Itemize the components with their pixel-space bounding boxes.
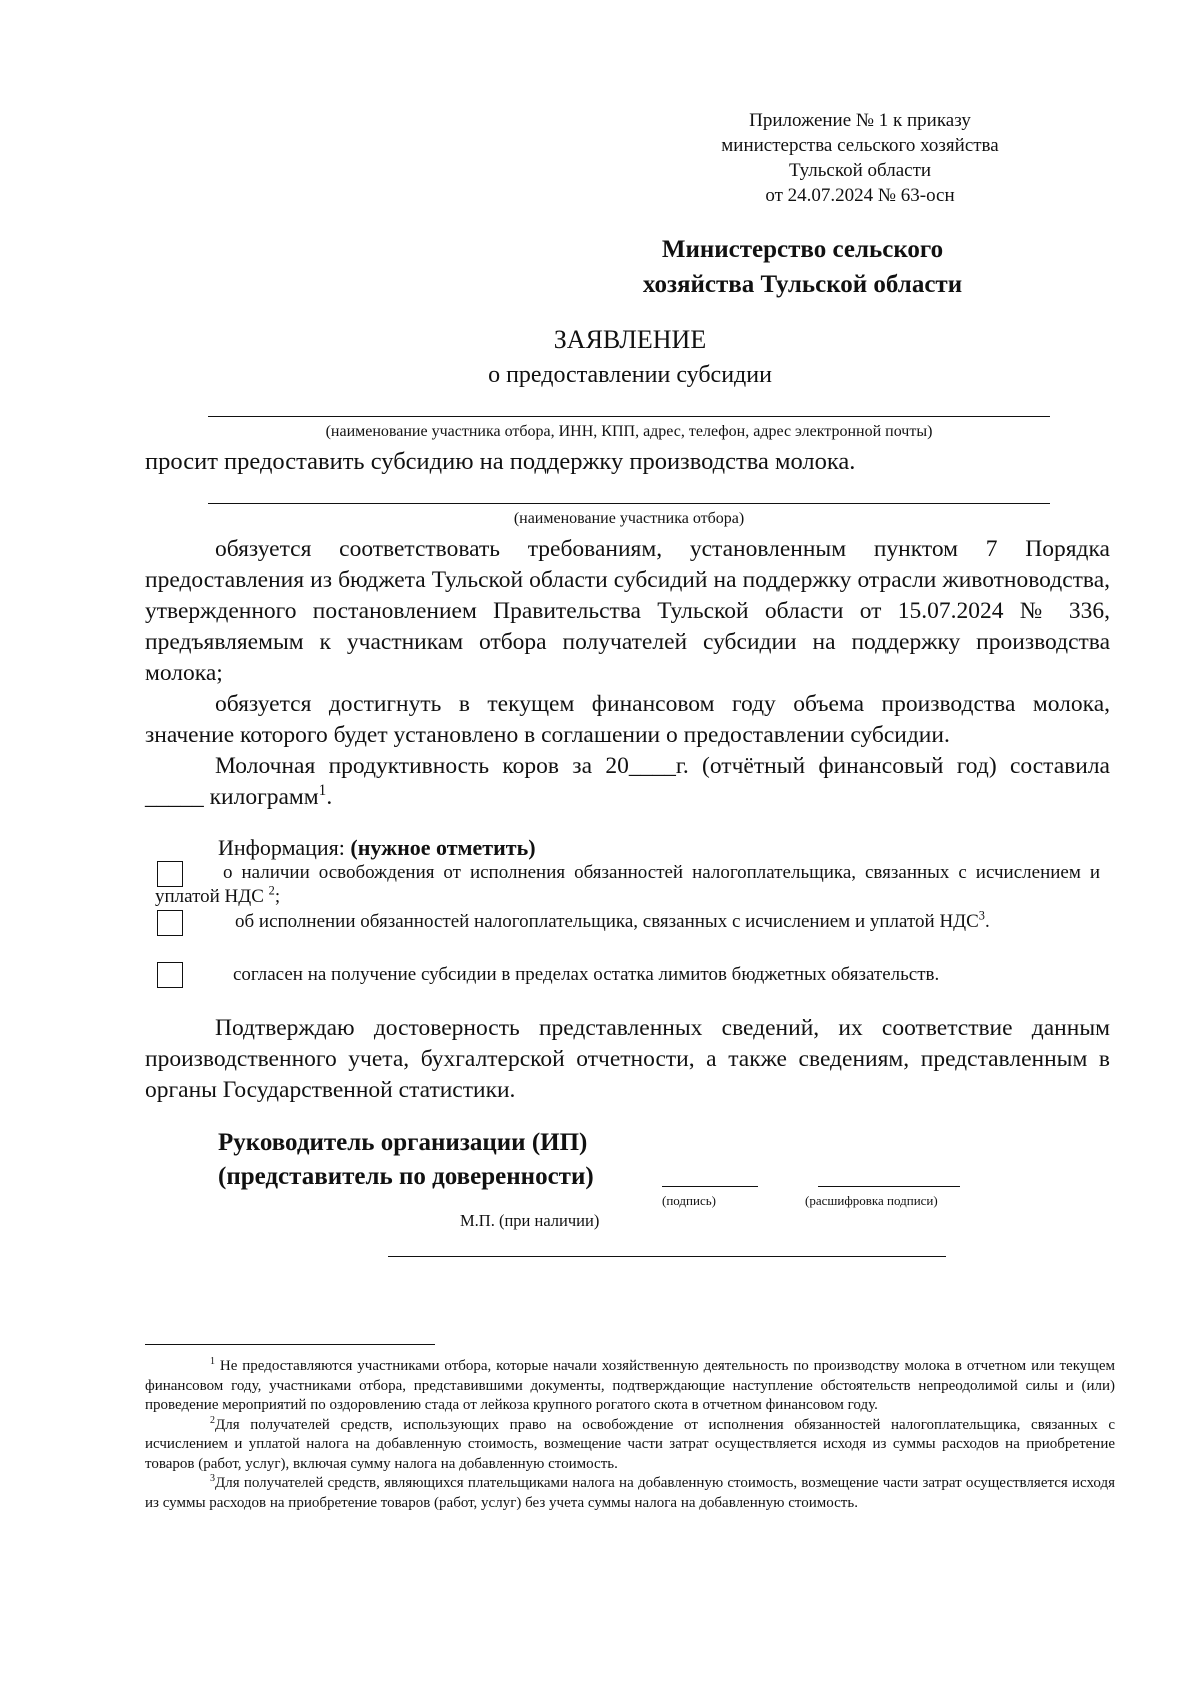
checkbox-budget-limits-label [233, 963, 1103, 987]
footnote-ref-3: 3 [978, 908, 985, 923]
applicant-caption: (наименование участника отбора, ИНН, КПП, адрес, телефон, адрес электронной почты) [325, 423, 933, 440]
signature-decode-caption: (расшифровка подписи) [805, 1193, 938, 1208]
footnote-separator [145, 1344, 435, 1345]
checkbox-vat-exemption-label [155, 861, 1100, 909]
footnote-2-marker: 2 [210, 1414, 215, 1426]
checkbox-3-text: согласен на получение субсидии в пределах остатка лимитов бюджетных обязательств. [233, 964, 940, 985]
productivity-text: Молочная продуктивность коров за 20____г. (отчётный финансовый год) составила _____ килограмм [145, 753, 1110, 810]
document-title: ЗАЯВЛЕНИЕ [553, 325, 707, 354]
signature-fill-line[interactable] [662, 1186, 758, 1187]
footnotes [145, 1357, 1115, 1513]
footnote-3-text: Для получателей средств, являющихся плательщиками налога на добавленную стоимость, возмещение части затрат осуществляется исходя из суммы расходов на приобретение товаров (работ, услуг) без учета суммы налога на добавленную стоимость. [145, 1475, 1115, 1511]
footnote-2 [145, 1416, 1115, 1475]
checkbox-1-text: о наличии освобождения от исполнения обязанностей налогоплательщика, связанных с исчислением и уплатой НДС [155, 862, 1100, 907]
annex-line-3: Тульской области [788, 160, 932, 181]
info-label-text: Информация: [218, 835, 351, 860]
request-text: просит предоставить субсидию на поддержку производства молока. [145, 448, 856, 475]
signature-decode-fill-line[interactable] [818, 1186, 960, 1187]
footnote-ref-1: 1 [318, 782, 327, 800]
annex-line-2: министерства сельского хозяйства [721, 135, 999, 156]
participant-caption: (наименование участника отбора) [513, 510, 745, 527]
bottom-fill-line[interactable] [388, 1256, 946, 1257]
participant-fill-line[interactable] [208, 503, 1050, 504]
signature-block [218, 1126, 594, 1194]
checkbox-2-tail: . [984, 911, 990, 932]
checkbox-1-tail: ; [274, 886, 281, 907]
checkbox-2-text: об исполнении обязанностей налогоплательщика, связанных с исчислением и уплатой НДС [235, 911, 979, 932]
footnote-2-text: Для получателей средств, использующих право на освобождение от исполнения обязанностей налогоплательщика, связанных с исчислением и уплатой налога на добавленную стоимость, возмещение части затрат осуществляется исходя из суммы расходов на приобретение товаров (работ, услуг), включая сумму налога на добавленную стоимость. [145, 1416, 1115, 1472]
productivity-statement [145, 751, 1110, 813]
confirmation-text: Подтверждаю достоверность представленных сведений, их соответствие данным производственного учета, бухгалтерской отчетности, а также сведениям, представленным в органы Государственной статистики. [145, 1015, 1110, 1103]
footnote-ref-2: 2 [268, 883, 275, 898]
footnote-1-marker: 1 [210, 1356, 215, 1367]
applicant-fill-line[interactable] [208, 416, 1050, 417]
info-label [218, 834, 536, 862]
addressee [575, 232, 1030, 302]
addressee-line-1: Министерство сельского [661, 236, 944, 263]
footnote-1 [145, 1357, 1115, 1416]
annex-line-1: Приложение № 1 к приказу [749, 110, 971, 131]
obligation-1: обязуется соответствовать требованиям, установленным пунктом 7 Порядка предоставления из бюджета Тульской области субсидий на поддержку отрасли животноводства, утвержденного постановлением Правительства Тульской области от 15.07.2024 № 336, предъявляемым к участникам отбора получателей субсидии на поддержку производства молока; [145, 536, 1110, 686]
signature-title-2: (представитель по доверенности) [218, 1163, 594, 1190]
obligation-2: обязуется достигнуть в текущем финансовом году объема производства молока, значение которого будет установлено в соглашении о предоставлении субсидии. [145, 691, 1110, 748]
signature-title-1: Руководитель организации (ИП) [218, 1129, 588, 1156]
stamp-note: М.П. (при наличии) [460, 1211, 600, 1230]
footnote-1-text: Не предоставляются участниками отбора, которые начали хозяйственную деятельность по производству молока в отчетном или текущем финансовом году, участниками отбора, представившими документы, подтверждающие наступление обстоятельств непреодолимой силы и (или) проведение мероприятий по оздоровлению стада от лейкоза крупного рогатого скота в отчетном финансовом году. [145, 1358, 1115, 1413]
checkbox-vat-payer-label [155, 910, 1100, 934]
main-body [145, 534, 1110, 813]
info-label-emphasis: (нужное отметить) [350, 835, 536, 860]
document-subtitle: о предоставлении субсидии [488, 362, 772, 388]
signature-caption: (подпись) [662, 1193, 716, 1208]
annex-reference [660, 108, 1060, 208]
productivity-end: . [326, 784, 333, 810]
checkbox-budget-limits[interactable] [157, 962, 183, 988]
annex-line-4: от 24.07.2024 № 63-осн [765, 185, 955, 206]
addressee-line-2: хозяйства Тульской области [642, 271, 963, 298]
footnote-3-marker: 3 [210, 1473, 215, 1484]
footnote-3 [145, 1474, 1115, 1513]
